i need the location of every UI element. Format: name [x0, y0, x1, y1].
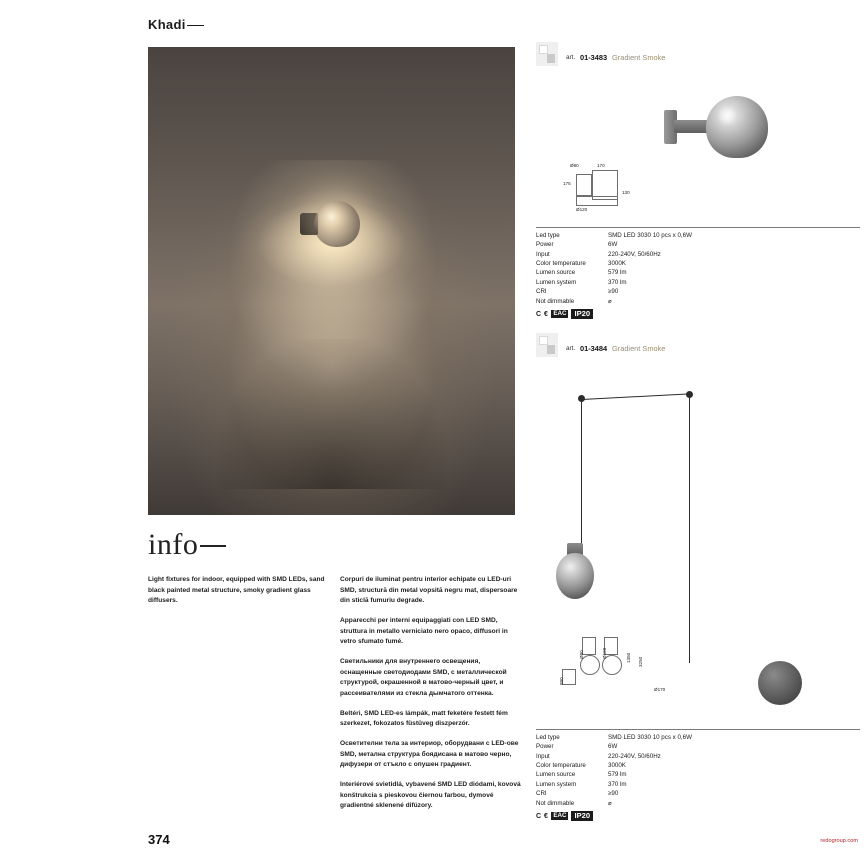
certification-badges: [536, 309, 860, 319]
spec-value: ⌀: [608, 799, 612, 807]
hero-wall-lamp: [300, 195, 362, 257]
spec-divider: [536, 729, 860, 730]
spec-row: [536, 761, 860, 770]
spec-key: Lumen system: [536, 278, 577, 286]
info-heading-text: info: [148, 528, 199, 561]
certification-badges: [536, 811, 860, 821]
counterweight: [758, 661, 802, 705]
glass-globe: [556, 553, 594, 599]
spec-key: Led type: [536, 733, 560, 741]
finish-name: Gradient Smoke: [612, 344, 666, 353]
ip-rating-badge: IP20: [571, 309, 593, 319]
spec-row: [536, 259, 860, 268]
page-number: 374: [148, 832, 170, 847]
description-column-right: [340, 575, 522, 821]
product-block: [528, 42, 868, 319]
spec-value: 3000K: [608, 259, 626, 267]
dim-box-body: [576, 174, 592, 196]
dimension-drawing: [558, 629, 698, 699]
spec-row: [536, 250, 860, 259]
art-code[interactable]: 01-3483: [580, 53, 608, 62]
spec-value: SMD LED 3030 10 pcs x 0,6W: [608, 231, 692, 239]
spec-key: Power: [536, 743, 554, 751]
spec-row: [536, 770, 860, 779]
spec-row: [536, 789, 860, 798]
suspension-cable: [582, 393, 690, 400]
swatch-dark: [547, 345, 555, 354]
ip-rating-badge: IP20: [571, 811, 593, 821]
spec-key: Color temperature: [536, 259, 586, 267]
spec-key: Lumen source: [536, 269, 576, 277]
finish-swatch-thumbnail: [536, 42, 558, 66]
finish-name: Gradient Smoke: [612, 53, 666, 62]
spec-row: [536, 278, 860, 287]
spec-table: [536, 729, 860, 821]
dim-label: 880: [559, 677, 564, 685]
spec-value: 6W: [608, 241, 618, 249]
spec-value: 3000K: [608, 761, 626, 769]
spec-value: ≥90: [608, 790, 619, 798]
product-header: [528, 42, 868, 74]
spec-row: [536, 287, 860, 296]
spec-value: 579 lm: [608, 771, 627, 779]
art-code[interactable]: 01-3484: [580, 344, 608, 353]
dim-label: 3250: [638, 656, 643, 667]
hero-product-photo: [148, 47, 515, 515]
spec-value: SMD LED 3030 10 pcs x 0,6W: [608, 733, 692, 741]
title-underscore: [187, 25, 204, 26]
swatch-dark: [547, 54, 555, 63]
spec-value: ⌀: [608, 297, 612, 305]
spec-key: CRI: [536, 288, 547, 296]
spec-value: 220-240V, 50/60Hz: [608, 752, 661, 760]
art-label: art.: [566, 54, 576, 61]
ce-icon: C €: [536, 812, 549, 820]
eac-icon: EAC: [553, 309, 567, 317]
dim-label: Ø120: [576, 207, 588, 212]
footer-url[interactable]: redogroup.com: [820, 838, 858, 844]
dim-label: 170: [597, 163, 605, 168]
description-paragraph: Beltéri, SMD LED-es lámpák, matt feketére festett fém szerkezet, fokozatos füstüveg diszperzór.: [340, 709, 508, 728]
spec-key: CRI: [536, 790, 547, 798]
spec-row: [536, 752, 860, 761]
dim-label: 130: [622, 190, 630, 195]
spec-row: [536, 231, 860, 240]
dim-box-a: [582, 637, 596, 655]
drop-cable-left: [581, 401, 582, 551]
spec-key: Input: [536, 752, 550, 760]
lamp-globe: [314, 201, 360, 247]
hero-shadow: [217, 339, 447, 489]
spec-divider: [536, 227, 860, 228]
spec-value: 370 lm: [608, 278, 627, 286]
spec-key: Power: [536, 241, 554, 249]
dimension-drawing: [564, 160, 654, 218]
spec-table: [536, 227, 860, 319]
dim-label: Ø120: [602, 647, 607, 659]
description-column-left: [148, 575, 326, 616]
description-paragraph: Interiérové svietidlá, vybavené SMD LED diódami, kovová konštrukcia s pieskovou čiernou farbou, dymové gradientné sklenené difúzory.: [340, 781, 521, 810]
spec-row: [536, 799, 860, 808]
ce-icon: C €: [536, 310, 549, 318]
spec-value: 370 lm: [608, 780, 627, 788]
spec-row: [536, 733, 860, 742]
spec-row: [536, 780, 860, 789]
spec-row: [536, 297, 860, 306]
description-paragraph: Light fixtures for indoor, equipped with SMD LEDs, sand black painted metal structure, smoky gradient glass diffusers.: [148, 576, 325, 605]
spec-row: [536, 268, 860, 277]
spec-key: Lumen system: [536, 780, 577, 788]
page-title: [148, 17, 204, 32]
swatch-light: [539, 45, 548, 54]
dim-label: Ø80: [579, 650, 584, 659]
art-label: art.: [566, 345, 576, 352]
spec-value: 220-240V, 50/60Hz: [608, 250, 661, 258]
glass-globe: [706, 96, 768, 158]
spec-row: [536, 240, 860, 249]
right-product-column: [528, 0, 868, 868]
description-paragraph: Apparecchi per interni equipaggiati con LED SMD, struttura in metallo verniciato nero opaco, diffusori in vetro sfumato fumé.: [340, 617, 508, 646]
spec-value: 6W: [608, 743, 618, 751]
info-underscore: [200, 545, 226, 547]
dim-label: Ø80: [570, 163, 579, 168]
spec-key: Color temperature: [536, 761, 586, 769]
finish-swatch-thumbnail: [536, 333, 558, 357]
dim-label: 175: [563, 181, 571, 186]
spec-value: 579 lm: [608, 269, 627, 277]
description-paragraph: Осветителни тела за интериор, оборудвани с LED-ове SMD, метална структура боядисана в матово черно, дифузери от стъкло с опушен градиент.: [340, 740, 519, 769]
spec-key: Not dimmable: [536, 297, 575, 305]
spec-key: Led type: [536, 231, 560, 239]
spec-key: Not dimmable: [536, 799, 575, 807]
product-render: [536, 361, 860, 661]
page-title-text: Khadi: [148, 17, 186, 32]
description-paragraph: Светильники для внутреннего освещения, оснащенные светодиодами SMD, с металлической структурой, окрашенной в матово-черный цвет, и рассеивателями из стекла дымчатого оттенка.: [340, 658, 507, 698]
dim-box-base: [576, 196, 618, 206]
swatch-light: [539, 336, 548, 345]
dim-box-base: [562, 669, 576, 685]
description-paragraph: Corpuri de iluminat pentru interior echipate cu LED-uri SMD, structură din metal vopsită negru mat, dispersoare din sticlă fumuriu degrade.: [340, 576, 518, 605]
spec-row: [536, 742, 860, 751]
spec-key: Input: [536, 250, 550, 258]
eac-icon: EAC: [553, 811, 567, 819]
dim-label: 1350: [626, 652, 631, 663]
drop-cable-right: [689, 395, 690, 663]
product-block: [528, 333, 868, 821]
info-heading: [148, 528, 226, 562]
spec-value: ≥90: [608, 288, 619, 296]
dim-label: Ø170: [654, 687, 666, 692]
spec-key: Lumen source: [536, 771, 576, 779]
